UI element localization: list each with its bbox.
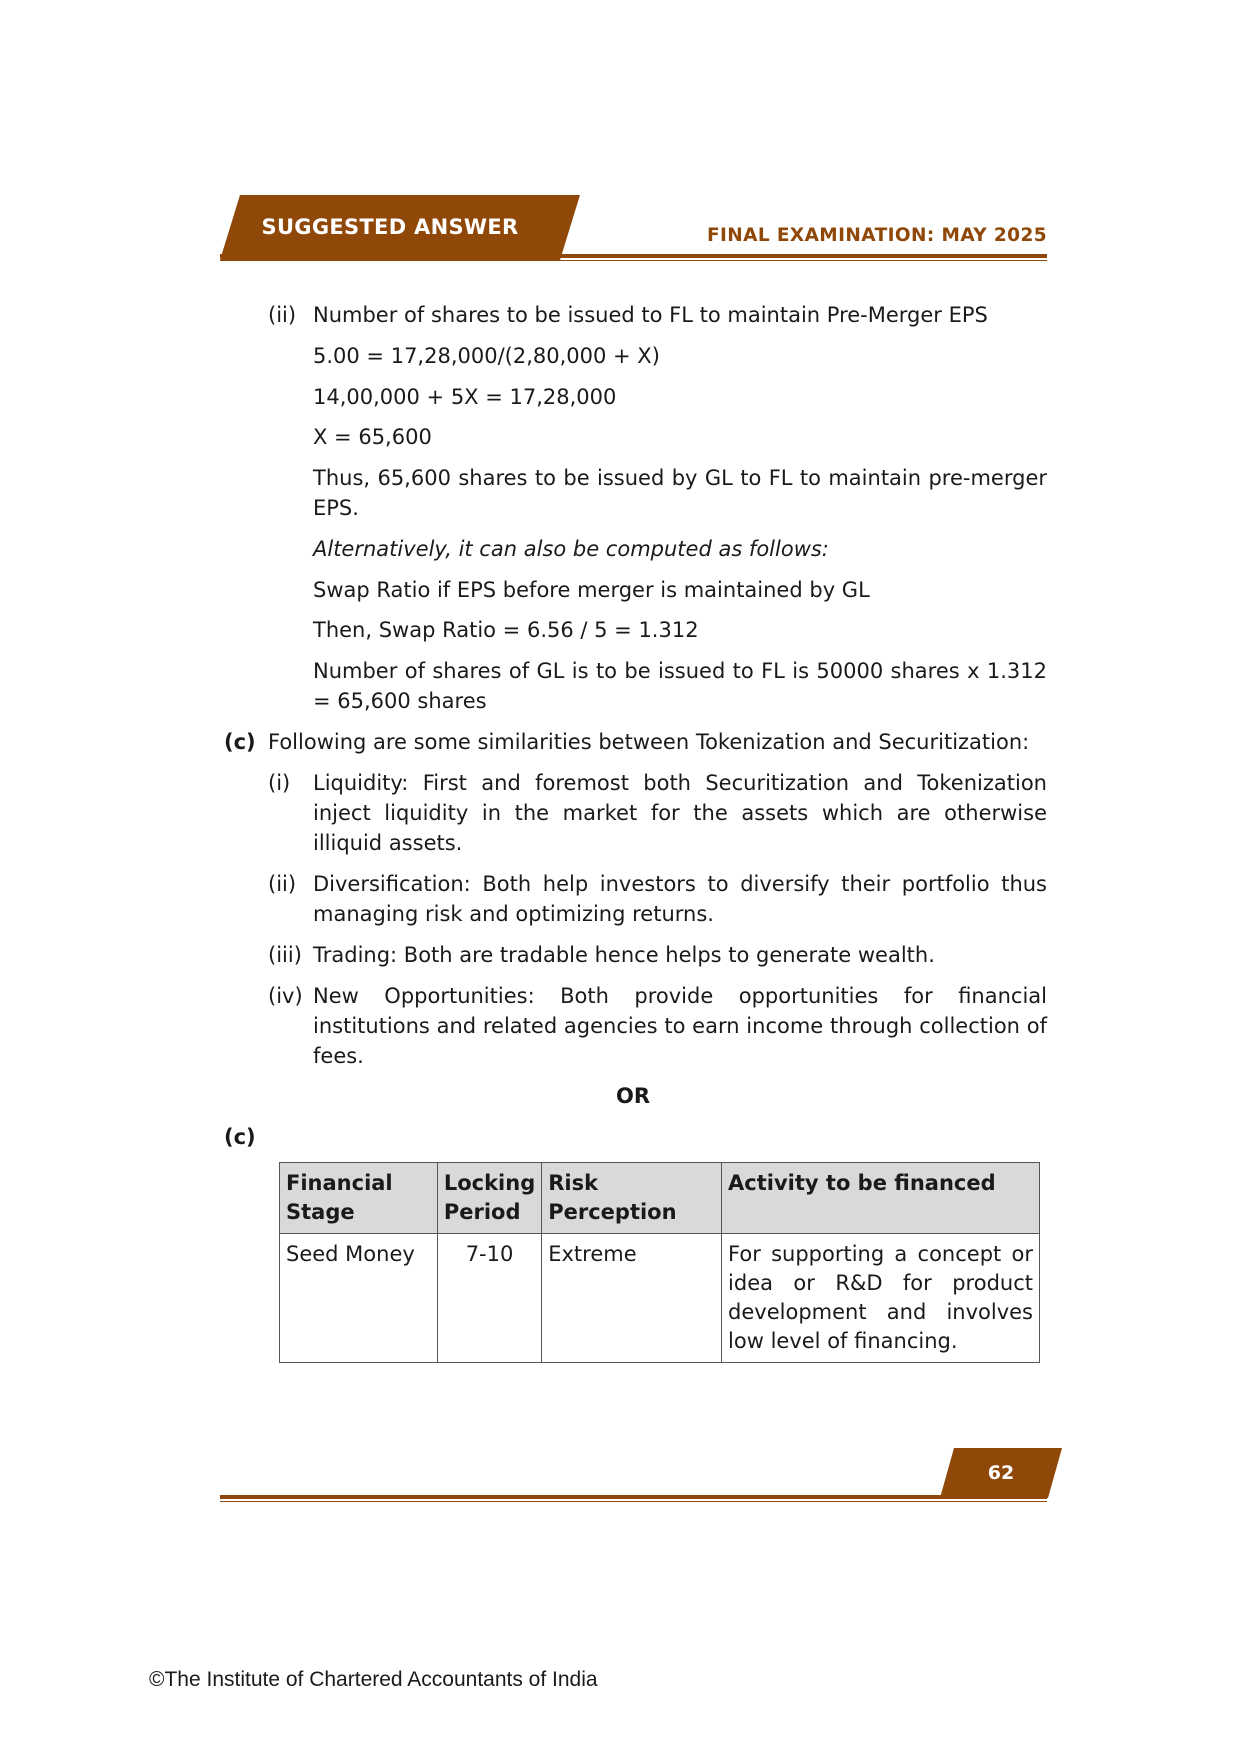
section-marker: (c)	[224, 1125, 256, 1149]
conclusion-text: Thus, 65,600 shares to be issued by GL to FL to maintain pre-merger EPS.	[313, 466, 1047, 520]
header-rule-thin	[220, 260, 1047, 261]
paragraph: Number of shares of GL is to be issued to FL is 50000 shares x 1.312 = 65,600 shares	[313, 659, 1047, 713]
paragraph: Swap Ratio if EPS before merger is maintained by GL	[313, 578, 870, 602]
item-marker: (ii)	[268, 303, 297, 327]
list-marker: (i)	[268, 771, 291, 795]
column-header: Financial Stage	[280, 1163, 438, 1234]
paragraph: Then, Swap Ratio = 6.56 / 5 = 1.312	[313, 618, 699, 642]
list-item: Liquidity: First and foremost both Securitization and Tokenization inject liquidity in the market for the assets which are otherwise illiquid assets.	[313, 771, 1047, 855]
column-header: Risk Perception	[542, 1163, 722, 1234]
table-cell: Extreme	[542, 1234, 722, 1363]
header-rule	[220, 254, 1047, 258]
copyright-text: ©The Institute of Chartered Accountants of India	[149, 1668, 598, 1691]
list-marker: (ii)	[268, 872, 297, 896]
page-number: 62	[987, 1462, 1015, 1484]
table-cell: 7-10	[437, 1234, 541, 1363]
footer-rule	[220, 1495, 1047, 1499]
footer-rule-thin	[220, 1501, 1047, 1502]
financing-stage-table	[279, 1162, 1040, 1363]
table-row	[280, 1234, 1040, 1363]
table-header-row	[280, 1163, 1040, 1234]
list-item: Diversification: Both help investors to diversify their portfolio thus managing risk and optimizing returns.	[313, 872, 1047, 926]
column-header: Locking Period	[437, 1163, 541, 1234]
list-marker: (iii)	[268, 943, 302, 967]
list-item: New Opportunities: Both provide opportunities for financial institutions and related agencies to earn income through collection of fees.	[313, 984, 1047, 1068]
section-intro: Following are some similarities between Tokenization and Securitization:	[268, 730, 1030, 754]
alternative-intro: Alternatively, it can also be computed as follows:	[313, 537, 829, 561]
list-item: Trading: Both are tradable hence helps to generate wealth.	[313, 943, 935, 967]
equation: 14,00,000 + 5X = 17,28,000	[313, 385, 617, 409]
equation: 5.00 = 17,28,000/(2,80,000 + X)	[313, 344, 660, 368]
or-separator: OR	[615, 1084, 651, 1108]
section-marker: (c)	[224, 730, 256, 754]
equation: X = 65,600	[313, 425, 432, 449]
exam-title: FINAL EXAMINATION: MAY 2025	[706, 225, 1047, 246]
section-title: Number of shares to be issued to FL to maintain Pre-Merger EPS	[313, 303, 988, 327]
column-header: Activity to be financed	[722, 1163, 1040, 1234]
table-cell: For supporting a concept or idea or R&D for product development and involves low level of financing.	[722, 1234, 1040, 1363]
table-cell: Seed Money	[280, 1234, 438, 1363]
header-title: SUGGESTED ANSWER	[261, 215, 519, 239]
list-marker: (iv)	[268, 984, 303, 1008]
